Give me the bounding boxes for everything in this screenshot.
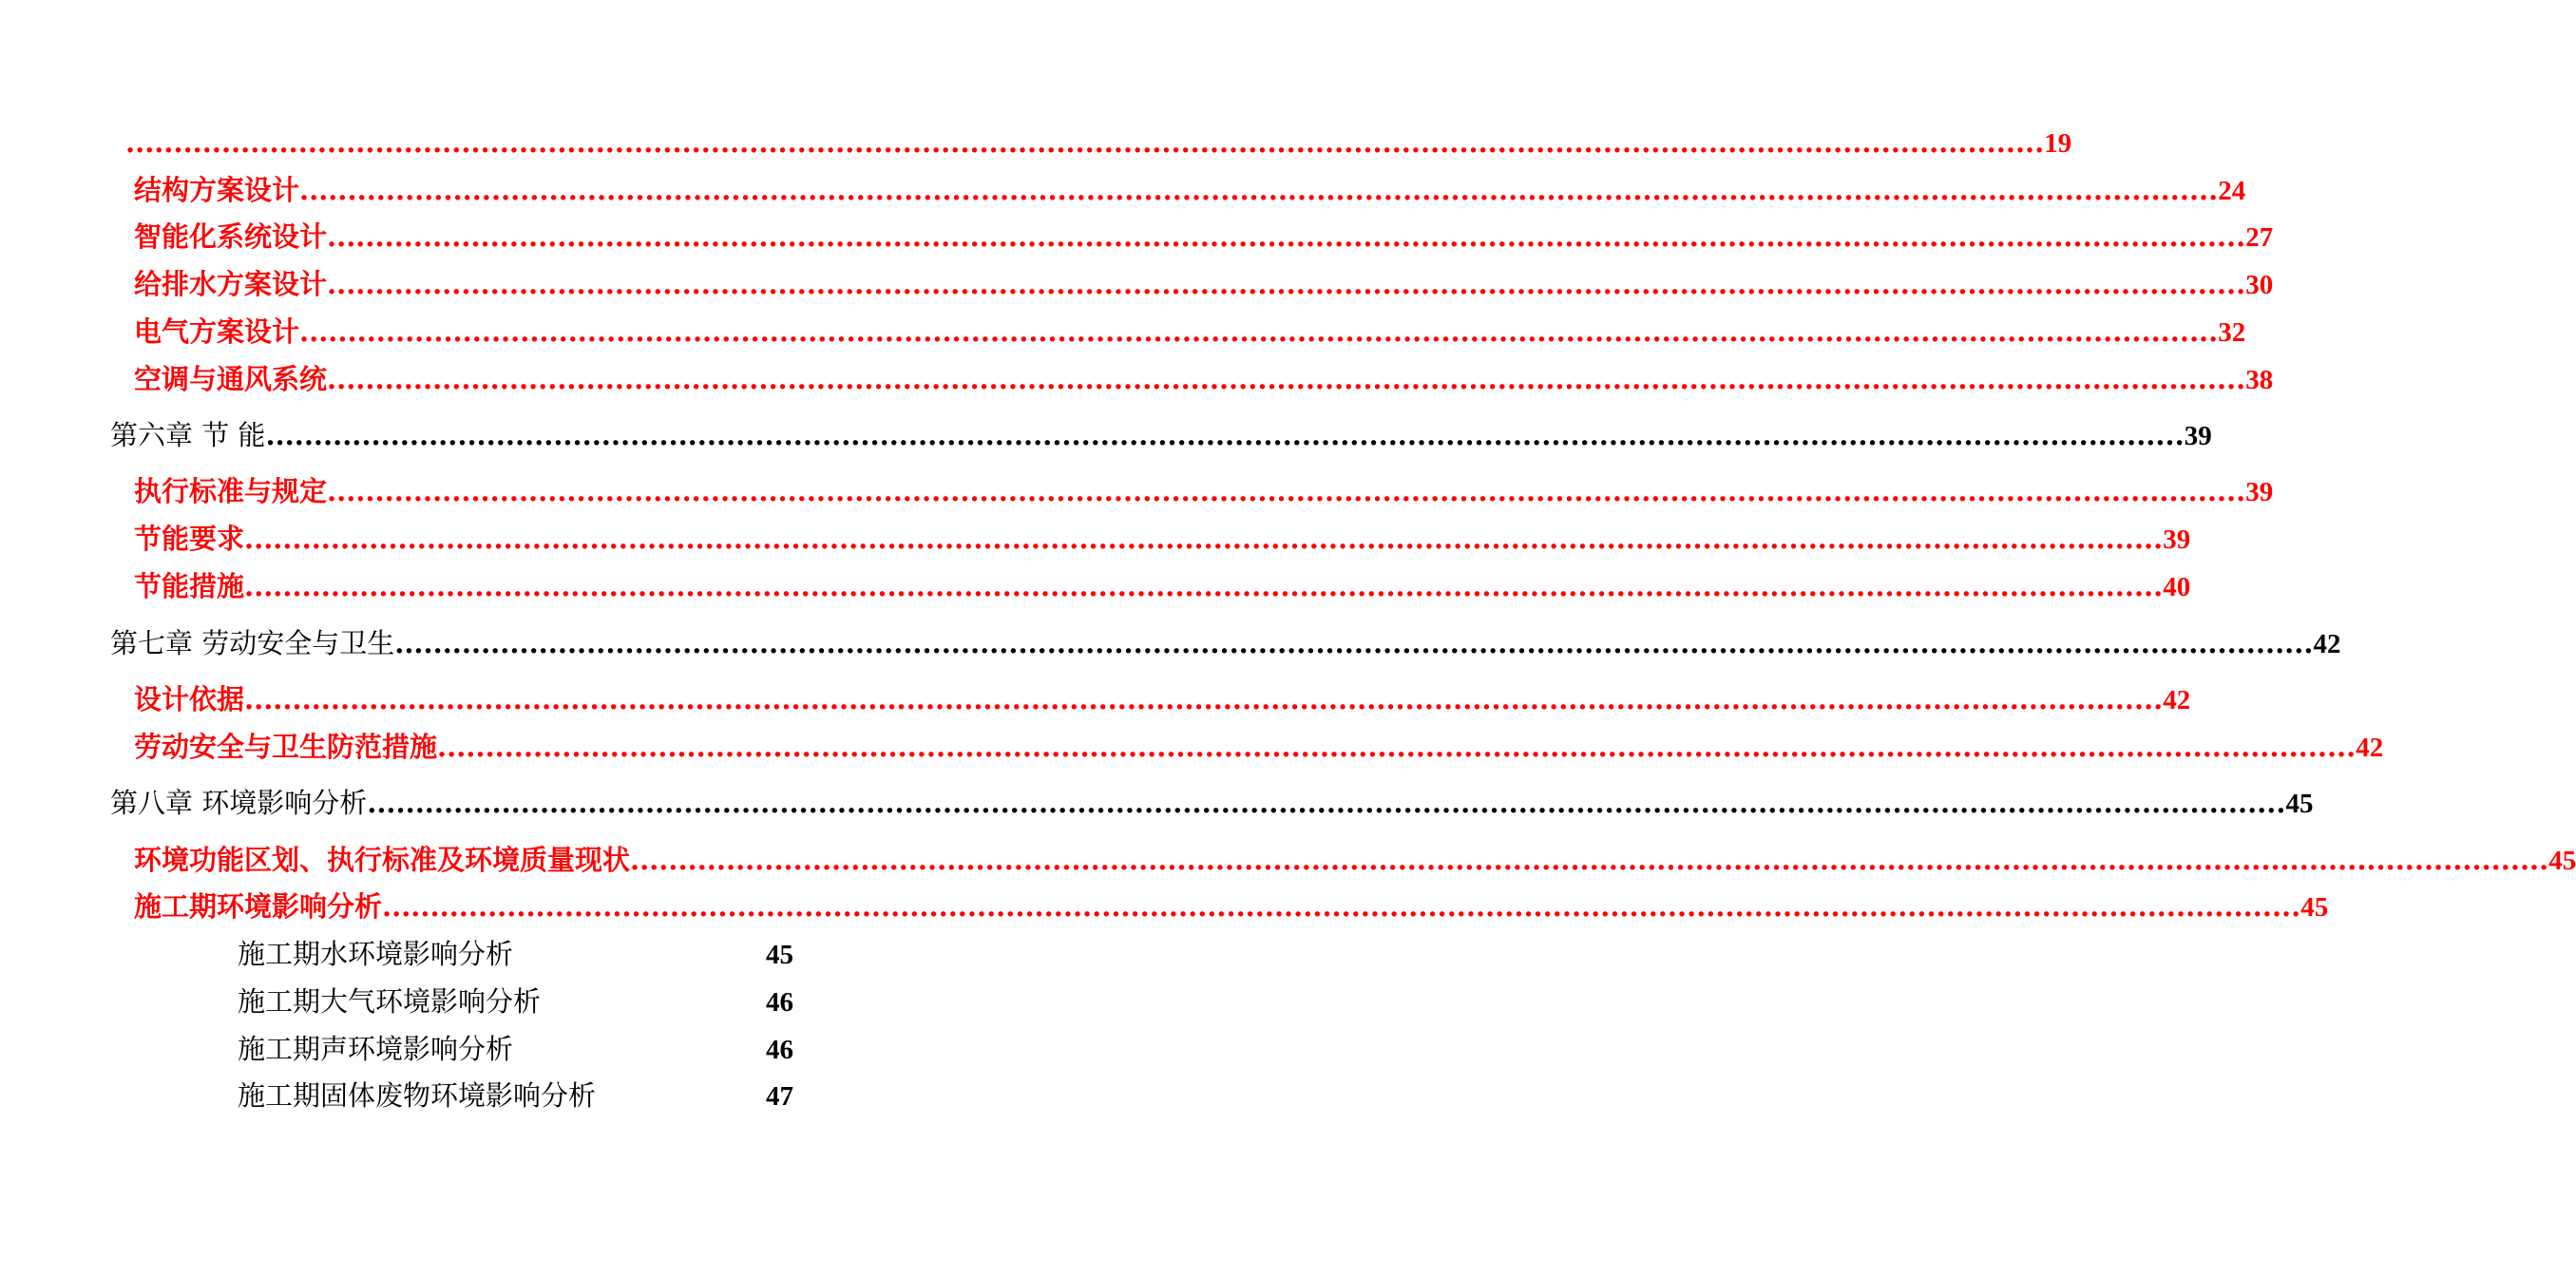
toc-entry-title: 设计依据 — [134, 683, 245, 715]
toc-entry-page: 24 — [2218, 176, 2246, 206]
dot-leader: ........................................................................................................................................................................................................ — [327, 475, 2246, 507]
toc-entry[interactable] — [134, 313, 2246, 351]
toc-entry-title: 执行标准与规定 — [134, 475, 328, 507]
dot-leader: ........................................................................................................................................................................................................ — [299, 315, 2219, 348]
toc-subentry[interactable] — [238, 1030, 793, 1068]
toc-entry-page: 30 — [2245, 270, 2274, 300]
toc-chapter-entry[interactable] — [110, 416, 2212, 454]
toc-entry[interactable] — [134, 567, 2191, 605]
toc-chapter-entry[interactable] — [110, 784, 2314, 822]
toc-entry-title: 劳动安全与卫生防范措施 — [134, 731, 438, 763]
toc-entry-page: 39 — [2184, 421, 2212, 451]
toc-entry-title: 空调与通风系统 — [134, 363, 328, 395]
toc-entry[interactable] — [134, 887, 2329, 925]
toc-entry-title: 施工期水环境影响分析 — [238, 938, 514, 970]
toc-entry[interactable] — [134, 520, 2191, 558]
toc-entry-title: 智能化系统设计 — [134, 220, 328, 253]
toc-entry-title: 第六章 节 能 — [110, 419, 266, 451]
toc-entry-page: 45 — [2300, 892, 2329, 923]
toc-subentry[interactable] — [238, 1077, 793, 1115]
toc-entry-page: 38 — [2245, 365, 2274, 395]
toc-entry-page: 47 — [766, 1081, 793, 1112]
dot-leader: ........................................................................................................................................................................................................ — [327, 363, 2246, 395]
toc-subentry[interactable] — [238, 982, 793, 1020]
dot-leader: ........................................................................................................................................................................................................ — [244, 523, 2164, 555]
dot-leader: ........................................................................................................................................................................................................ — [244, 683, 2164, 715]
toc-subentry[interactable] — [238, 935, 793, 973]
dot-leader: ........................................................................................................................................................................................................ — [327, 268, 2246, 300]
toc-entry-page: 39 — [2163, 524, 2191, 555]
toc-entry-page: 27 — [2245, 222, 2274, 253]
toc-entry-title: 电气方案设计 — [134, 315, 300, 348]
toc-entry-page: 45 — [766, 940, 793, 970]
toc-entry[interactable] — [134, 171, 2246, 209]
toc-entry-page: 45 — [2285, 789, 2314, 819]
toc-entry-title: 施工期大气环境影响分析 — [238, 985, 542, 1018]
toc-entry[interactable] — [134, 728, 2384, 766]
toc-entry[interactable] — [134, 218, 2274, 256]
toc-entry-page: 46 — [766, 1035, 793, 1065]
toc-entry-title: 节能措施 — [134, 570, 245, 602]
toc-entry-title: 给排水方案设计 — [134, 268, 328, 300]
toc-entry-page: 42 — [2356, 733, 2384, 763]
toc-entry[interactable] — [134, 472, 2274, 510]
toc-entry-page: 46 — [766, 987, 793, 1018]
toc-entry[interactable] — [134, 680, 2191, 718]
toc-entry-page: 42 — [2163, 685, 2191, 715]
toc-entry[interactable] — [125, 124, 2072, 162]
toc-chapter-entry[interactable] — [110, 624, 2341, 662]
dot-leader: ........................................................................................................................................................................................................ — [437, 731, 2357, 763]
toc-entry-title: 施工期环境影响分析 — [134, 890, 383, 923]
toc-entry-title: 施工期固体废物环境影响分析 — [238, 1079, 597, 1112]
toc-entry-page: 19 — [2044, 128, 2072, 159]
dot-leader: ........................................................................................................................................................................................................ — [244, 570, 2164, 602]
toc-entry-title: 第八章 环境影响分析 — [110, 787, 368, 819]
dot-leader: ........................................................................................................................................................................................................ — [394, 627, 2314, 659]
toc-entry[interactable] — [134, 841, 2576, 879]
dot-leader: ........................................................................................................................................................................................................ — [265, 419, 2185, 451]
toc-entry[interactable] — [134, 360, 2274, 398]
dot-leader: ........................................................................................................................................................................................................ — [367, 787, 2286, 819]
dot-leader: ........................................................................................................................................................................................................ — [125, 126, 2045, 159]
toc-entry-title: 节能要求 — [134, 523, 245, 555]
toc-entry-page: 42 — [2313, 629, 2341, 659]
toc-entry-title: 第七章 劳动安全与卫生 — [110, 627, 395, 659]
dot-leader: ........................................................................................................................................................................................................ — [327, 220, 2246, 253]
toc-entry-page: 45 — [2548, 846, 2576, 876]
toc-entry-title: 施工期声环境影响分析 — [238, 1033, 514, 1065]
toc-entry-title: 环境功能区划、执行标准及环境质量现状 — [134, 844, 631, 876]
toc-entry-page: 32 — [2218, 317, 2246, 348]
toc-entry-title: 结构方案设计 — [134, 174, 300, 206]
dot-leader: ........................................................................................................................................................................................................ — [382, 890, 2301, 923]
dot-leader: ........................................................................................................................................................................................................ — [299, 174, 2219, 206]
toc-entry[interactable] — [134, 265, 2274, 303]
toc-entry-page: 40 — [2163, 572, 2191, 602]
toc-entry-page: 39 — [2245, 477, 2274, 507]
dot-leader: ........................................................................................................................................................................................................ — [630, 844, 2549, 876]
